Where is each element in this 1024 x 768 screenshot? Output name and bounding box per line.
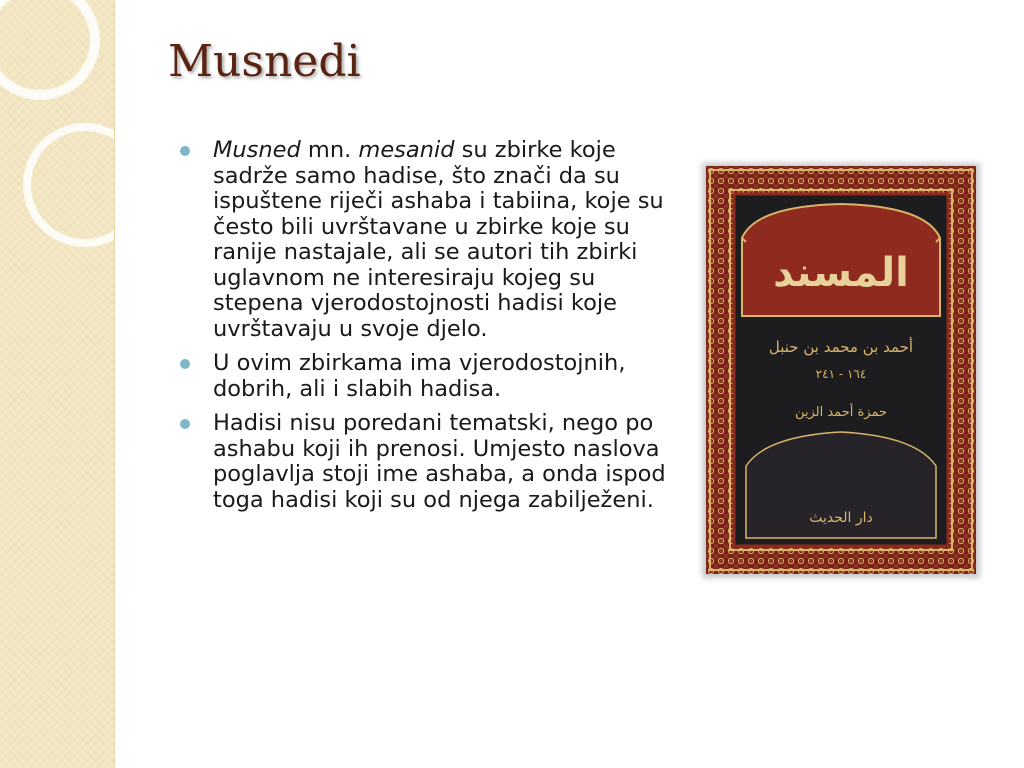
book-editor: حمزة أحمد الزين	[794, 405, 888, 420]
bullet-text: U ovim zbirkama ima vjerodostojnih, dobrih, ali i slabih hadisa.	[213, 350, 626, 402]
book-cover-image	[706, 166, 976, 574]
circle-ornament	[0, 0, 114, 768]
bullet-item	[180, 138, 670, 342]
book-title: المسند	[773, 250, 909, 296]
bullet-dot-icon	[180, 359, 190, 369]
term-separator: mn.	[300, 137, 359, 163]
slide-title: Musnedi	[168, 36, 361, 87]
book-publisher: دار الحديث	[809, 510, 873, 526]
decorative-side-strip	[0, 0, 115, 768]
bullet-dot-icon	[180, 146, 190, 156]
bullet-dot-icon	[180, 419, 190, 429]
bullet-text: su zbirke koje sadrže samo hadise, što znači da su ispuštene riječi ashaba i tabiina, koje su često bili uvrštavane u zbirke koje su ranije nastajale, ali se autori tih zbirki uglavnom ne interesiraju kojeg su stepena vjerodostojnosti hadisi koje uvrštavaju u svoje djelo.	[213, 137, 664, 342]
bullet-item	[180, 351, 670, 402]
bullet-list	[180, 138, 670, 522]
term-musned: Musned	[213, 137, 301, 163]
book-author: أحمد بن محمد بن حنبل	[768, 338, 914, 356]
book-dates: ١٦٤ - ٢٤١	[815, 367, 867, 381]
bullet-item	[180, 411, 670, 513]
bullet-text: Hadisi nisu poredani tematski, nego po ashabu koji ih prenosi. Umjesto naslova poglavlja stoji ime ashaba, a onda ispod toga hadisi koji su od njega zabilježeni.	[213, 410, 666, 513]
term-mesanid: mesanid	[358, 137, 455, 163]
